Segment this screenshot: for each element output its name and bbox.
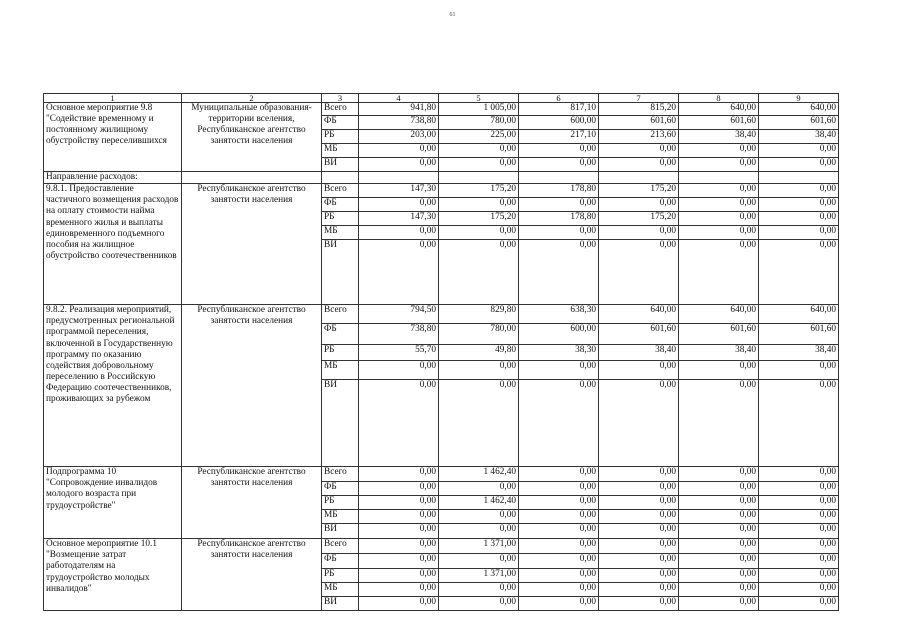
amount-cell: 0,00: [359, 583, 439, 597]
amount-cell: 0,00: [439, 158, 519, 172]
column-number: 8: [679, 94, 759, 103]
amount-cell: 794,50: [359, 305, 439, 324]
amount-cell: 941,80: [359, 103, 439, 116]
amount-cell: 0,00: [759, 496, 839, 510]
amount-cell: 0,00: [439, 144, 519, 158]
amount-cell: 0,00: [599, 569, 679, 583]
amount-cell: 175,20: [439, 212, 519, 226]
amount-cell: 175,20: [599, 212, 679, 226]
column-number: 9: [759, 94, 839, 103]
amount-cell: 0,00: [439, 482, 519, 496]
funding-source: РБ: [322, 345, 359, 361]
amount-cell: 0,00: [679, 597, 759, 611]
amount-cell: 0,00: [759, 144, 839, 158]
amount-cell: 0,00: [679, 510, 759, 524]
amount-cell: 0,00: [359, 198, 439, 212]
funding-source: ФБ: [322, 324, 359, 345]
amount-cell: 1 462,40: [439, 467, 519, 482]
amount-cell: 0,00: [519, 467, 599, 482]
table-row: [44, 539, 839, 554]
amount-cell: 0,00: [679, 184, 759, 198]
table-row: [44, 305, 839, 324]
amount-cell: 147,30: [359, 184, 439, 198]
amount-cell: 0,00: [679, 554, 759, 569]
amount-cell: 147,30: [359, 212, 439, 226]
empty-cell: [439, 172, 519, 184]
amount-cell: 213,60: [599, 130, 679, 144]
amount-cell: 601,60: [599, 116, 679, 130]
amount-cell: 0,00: [359, 158, 439, 172]
amount-cell: 0,00: [519, 597, 599, 611]
amount-cell: 55,70: [359, 345, 439, 361]
amount-cell: 0,00: [759, 554, 839, 569]
amount-cell: 0,00: [439, 380, 519, 467]
measure-name: 9.8.1. Предоставление частичного возмещения расходов на оплату стоимости найма временного жилья и выплаты единовременного подъемного пособия на жилищное обустройство соотечественников: [44, 184, 182, 305]
section-heading-row: [44, 172, 839, 184]
amount-cell: 0,00: [679, 144, 759, 158]
amount-cell: 1 371,00: [439, 569, 519, 583]
amount-cell: 0,00: [519, 361, 599, 380]
funding-source: ВИ: [322, 597, 359, 611]
funding-source: РБ: [322, 569, 359, 583]
funding-source: МБ: [322, 361, 359, 380]
column-number: 6: [519, 94, 599, 103]
amount-cell: 0,00: [679, 380, 759, 467]
amount-cell: 0,00: [679, 212, 759, 226]
amount-cell: 0,00: [599, 597, 679, 611]
funding-source: ФБ: [322, 198, 359, 212]
amount-cell: 0,00: [759, 510, 839, 524]
funding-source: Всего: [322, 539, 359, 554]
table-row: [44, 184, 839, 198]
amount-cell: 0,00: [359, 597, 439, 611]
amount-cell: 0,00: [359, 361, 439, 380]
funding-source: ФБ: [322, 482, 359, 496]
amount-cell: 0,00: [359, 482, 439, 496]
empty-cell: [322, 172, 359, 184]
column-number: 2: [182, 94, 322, 103]
amount-cell: 0,00: [439, 524, 519, 539]
funding-source: ВИ: [322, 158, 359, 172]
amount-cell: 0,00: [759, 184, 839, 198]
amount-cell: 38,40: [679, 345, 759, 361]
amount-cell: 38,40: [599, 345, 679, 361]
funding-source: МБ: [322, 583, 359, 597]
funding-source: РБ: [322, 212, 359, 226]
amount-cell: 0,00: [599, 539, 679, 554]
amount-cell: 0,00: [439, 510, 519, 524]
empty-cell: [679, 172, 759, 184]
amount-cell: 0,00: [519, 496, 599, 510]
amount-cell: 0,00: [679, 482, 759, 496]
amount-cell: 601,60: [599, 324, 679, 345]
amount-cell: 738,80: [359, 116, 439, 130]
amount-cell: 1 005,00: [439, 103, 519, 116]
amount-cell: 38,40: [679, 130, 759, 144]
empty-cell: [359, 172, 439, 184]
amount-cell: 600,00: [519, 324, 599, 345]
amount-cell: 0,00: [759, 583, 839, 597]
amount-cell: 0,00: [759, 158, 839, 172]
amount-cell: 225,00: [439, 130, 519, 144]
table-row: [44, 103, 839, 116]
amount-cell: 640,00: [759, 305, 839, 324]
amount-cell: 0,00: [599, 144, 679, 158]
funding-source: Всего: [322, 467, 359, 482]
page-number: 61: [449, 12, 456, 18]
amount-cell: 817,10: [519, 103, 599, 116]
amount-cell: 0,00: [519, 226, 599, 240]
measure-name: 9.8.2. Реализация мероприятий, предусмотренных региональной программой переселения, включенной в Государственную программу по оказанию содействия добровольному переселению в Российскую Федерацию соотечественников, проживающих за рубежом: [44, 305, 182, 467]
amount-cell: 1 462,40: [439, 496, 519, 510]
amount-cell: 0,00: [599, 198, 679, 212]
amount-cell: 0,00: [759, 482, 839, 496]
amount-cell: 738,80: [359, 324, 439, 345]
amount-cell: 0,00: [679, 226, 759, 240]
executor: Республиканское агентство занятости населения: [182, 184, 322, 305]
empty-cell: [519, 172, 599, 184]
amount-cell: 0,00: [759, 569, 839, 583]
section-heading: Направление расходов:: [44, 172, 182, 184]
amount-cell: 601,60: [679, 324, 759, 345]
amount-cell: 175,20: [439, 184, 519, 198]
budget-table: [43, 93, 839, 611]
amount-cell: 0,00: [679, 198, 759, 212]
empty-cell: [182, 172, 322, 184]
amount-cell: 0,00: [679, 583, 759, 597]
amount-cell: 0,00: [759, 361, 839, 380]
amount-cell: 0,00: [599, 361, 679, 380]
column-number: 3: [322, 94, 359, 103]
amount-cell: 0,00: [519, 539, 599, 554]
funding-source: ФБ: [322, 554, 359, 569]
funding-source: ВИ: [322, 524, 359, 539]
amount-cell: 175,20: [599, 184, 679, 198]
amount-cell: 601,60: [759, 324, 839, 345]
funding-source: МБ: [322, 226, 359, 240]
amount-cell: 0,00: [519, 510, 599, 524]
funding-source: Всего: [322, 305, 359, 324]
amount-cell: 217,10: [519, 130, 599, 144]
amount-cell: 0,00: [599, 496, 679, 510]
funding-source: Всего: [322, 184, 359, 198]
amount-cell: 0,00: [519, 240, 599, 305]
amount-cell: 0,00: [759, 226, 839, 240]
amount-cell: 0,00: [359, 380, 439, 467]
amount-cell: 0,00: [599, 482, 679, 496]
measure-name: Основное мероприятие 10.1 "Возмещение затрат работодателям на трудоустройство молодых инвалидов": [44, 539, 182, 611]
amount-cell: 0,00: [519, 158, 599, 172]
amount-cell: 0,00: [679, 539, 759, 554]
amount-cell: 0,00: [359, 569, 439, 583]
funding-source: РБ: [322, 496, 359, 510]
amount-cell: 0,00: [679, 240, 759, 305]
column-number-row: [44, 94, 839, 103]
funding-source: ФБ: [322, 116, 359, 130]
amount-cell: 0,00: [439, 240, 519, 305]
amount-cell: 1 371,00: [439, 539, 519, 554]
amount-cell: 49,80: [439, 345, 519, 361]
amount-cell: 0,00: [519, 198, 599, 212]
amount-cell: 640,00: [759, 103, 839, 116]
amount-cell: 640,00: [599, 305, 679, 324]
amount-cell: 0,00: [359, 539, 439, 554]
amount-cell: 0,00: [759, 240, 839, 305]
funding-source: МБ: [322, 144, 359, 158]
amount-cell: 0,00: [359, 226, 439, 240]
measure-name: Основное мероприятие 9.8 "Содействие временному и постоянному жилищному обустройству переселившихся: [44, 103, 182, 172]
amount-cell: 815,20: [599, 103, 679, 116]
amount-cell: 0,00: [759, 524, 839, 539]
amount-cell: 640,00: [679, 103, 759, 116]
empty-cell: [599, 172, 679, 184]
amount-cell: 0,00: [519, 144, 599, 158]
amount-cell: 0,00: [759, 380, 839, 467]
amount-cell: 178,80: [519, 184, 599, 198]
amount-cell: 38,30: [519, 345, 599, 361]
funding-source: ВИ: [322, 380, 359, 467]
amount-cell: 0,00: [599, 226, 679, 240]
amount-cell: 0,00: [359, 467, 439, 482]
amount-cell: 0,00: [759, 212, 839, 226]
amount-cell: 0,00: [519, 583, 599, 597]
amount-cell: 601,60: [759, 116, 839, 130]
amount-cell: 0,00: [599, 524, 679, 539]
column-number: 4: [359, 94, 439, 103]
amount-cell: 0,00: [439, 361, 519, 380]
amount-cell: 0,00: [519, 524, 599, 539]
funding-source: Всего: [322, 103, 359, 116]
amount-cell: 0,00: [359, 524, 439, 539]
amount-cell: 0,00: [599, 240, 679, 305]
empty-cell: [759, 172, 839, 184]
amount-cell: 0,00: [359, 144, 439, 158]
table-body: [44, 94, 839, 611]
amount-cell: 829,80: [439, 305, 519, 324]
funding-source: ВИ: [322, 240, 359, 305]
amount-cell: 0,00: [759, 198, 839, 212]
amount-cell: 38,40: [759, 345, 839, 361]
executor: Республиканское агентство занятости населения: [182, 539, 322, 611]
amount-cell: 0,00: [439, 226, 519, 240]
executor: Муниципальные образования-территории вселения, Республиканское агентство занятости населения: [182, 103, 322, 172]
amount-cell: 0,00: [439, 554, 519, 569]
amount-cell: 0,00: [599, 583, 679, 597]
amount-cell: 0,00: [599, 158, 679, 172]
amount-cell: 0,00: [759, 597, 839, 611]
amount-cell: 38,40: [759, 130, 839, 144]
funding-source: МБ: [322, 510, 359, 524]
amount-cell: 638,30: [519, 305, 599, 324]
amount-cell: 0,00: [359, 554, 439, 569]
amount-cell: 0,00: [439, 198, 519, 212]
amount-cell: 0,00: [679, 496, 759, 510]
measure-name: Подпрограмма 10 "Сопровождение инвалидов молодого возраста при трудоустройстве": [44, 467, 182, 539]
column-number: 5: [439, 94, 519, 103]
amount-cell: 0,00: [359, 496, 439, 510]
amount-cell: 0,00: [679, 158, 759, 172]
executor: Республиканское агентство занятости населения: [182, 467, 322, 539]
amount-cell: 0,00: [679, 361, 759, 380]
amount-cell: 0,00: [519, 482, 599, 496]
amount-cell: 0,00: [519, 380, 599, 467]
amount-cell: 203,00: [359, 130, 439, 144]
amount-cell: 0,00: [359, 240, 439, 305]
amount-cell: 0,00: [759, 539, 839, 554]
amount-cell: 0,00: [359, 510, 439, 524]
amount-cell: 0,00: [439, 583, 519, 597]
amount-cell: 780,00: [439, 324, 519, 345]
amount-cell: 0,00: [679, 524, 759, 539]
column-number: 7: [599, 94, 679, 103]
executor: Республиканское агентство занятости населения: [182, 305, 322, 467]
amount-cell: 0,00: [679, 569, 759, 583]
amount-cell: 640,00: [679, 305, 759, 324]
amount-cell: 0,00: [439, 597, 519, 611]
amount-cell: 0,00: [599, 380, 679, 467]
amount-cell: 0,00: [759, 467, 839, 482]
amount-cell: 600,00: [519, 116, 599, 130]
amount-cell: 0,00: [599, 467, 679, 482]
amount-cell: 780,00: [439, 116, 519, 130]
column-number: 1: [44, 94, 182, 103]
amount-cell: 0,00: [599, 554, 679, 569]
amount-cell: 0,00: [599, 510, 679, 524]
table-row: [44, 467, 839, 482]
amount-cell: 178,80: [519, 212, 599, 226]
amount-cell: 0,00: [519, 569, 599, 583]
amount-cell: 0,00: [519, 554, 599, 569]
amount-cell: 0,00: [679, 467, 759, 482]
amount-cell: 601,60: [679, 116, 759, 130]
funding-source: РБ: [322, 130, 359, 144]
